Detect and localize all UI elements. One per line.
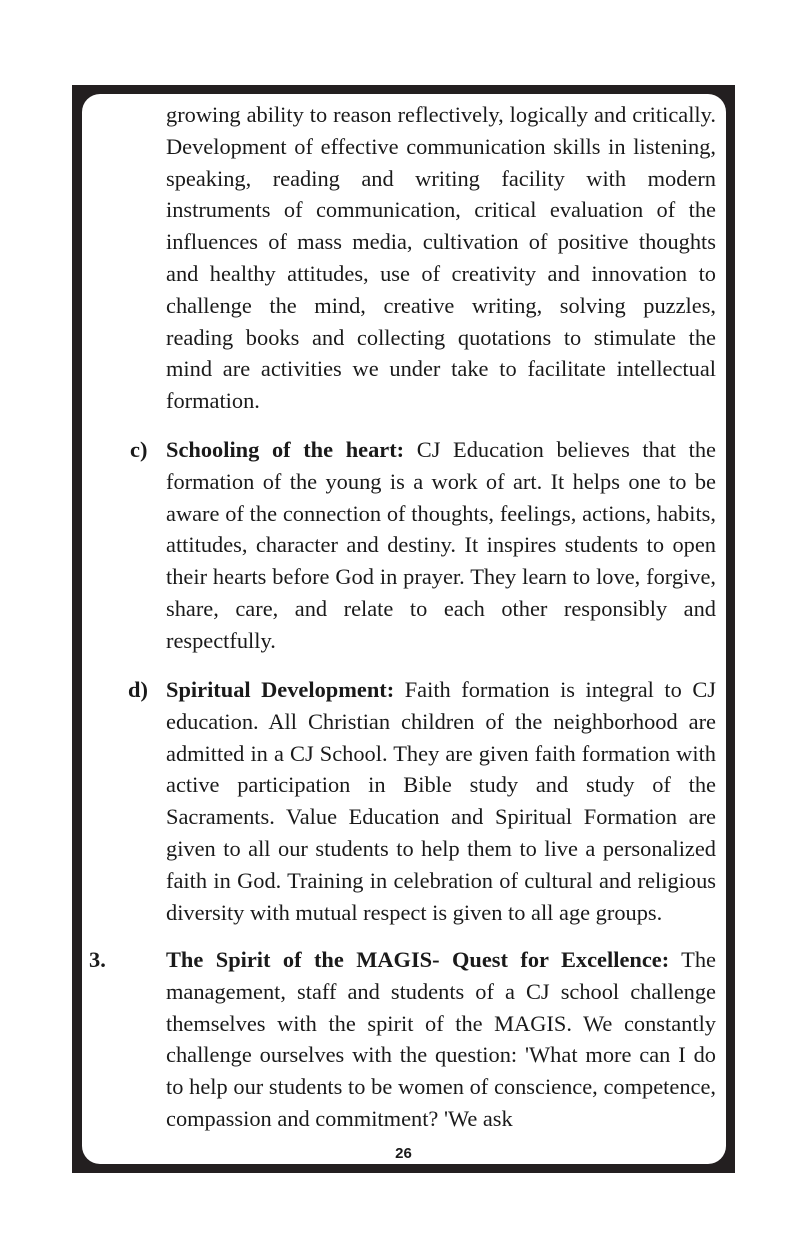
schooling-of-the-heart-paragraph bbox=[166, 434, 716, 657]
list-marker-d: d) bbox=[128, 677, 148, 702]
magis-body: The management, staff and students of a CJ school challenge themselves with the spirit of the MAGIS. We constantly challenge ourselves with the question: 'What more can I do to help our students to be women of conscience, competence, compassion and commitment? 'We ask bbox=[166, 947, 716, 1131]
spiritual-development-body: Faith formation is integral to CJ education. All Christian children of the neighborhood are admitted in a CJ School. They are given faith formation with active participation in Bible study and study of the Sacraments. Value Education and Spiritual Formation are given to all our students to help them to live a personalized faith in God. Training in celebration of cultural and religious diversity with mutual respect is given to all age groups. bbox=[166, 677, 716, 925]
section-number-3: 3. bbox=[89, 947, 106, 972]
magis-paragraph bbox=[166, 944, 716, 1135]
spiritual-development-heading: Spiritual Development: bbox=[166, 677, 395, 702]
schooling-of-the-heart-heading: Schooling of the heart: bbox=[166, 437, 405, 462]
spiritual-development-paragraph bbox=[166, 674, 716, 928]
intellectual-formation-paragraph: growing ability to reason reflectively, logically and critically. Development of effective communication skills in listening, speaking, reading and writing facility with modern instruments of communication, critical evaluation of the influences of mass media, cultivation of positive thoughts and healthy attitudes, use of creativity and innovation to challenge the mind, creative writing, solving puzzles, reading books and collecting quotations to stimulate the mind are activities we under take to facilitate intellectual formation. bbox=[166, 102, 716, 414]
list-marker-c: c) bbox=[130, 437, 148, 462]
page-number: 26 bbox=[395, 1145, 412, 1162]
schooling-of-the-heart-body: CJ Education believes that the formation of the young is a work of art. It helps one to be aware of the connection of thoughts, feelings, actions, habits, attitudes, character and destiny. It inspires students to open their hearts before God in prayer. They learn to love, forgive, share, care, and relate to each other responsibly and respectfully. bbox=[166, 437, 716, 653]
magis-heading: The Spirit of the MAGIS- Quest for Excellence: bbox=[166, 947, 670, 972]
